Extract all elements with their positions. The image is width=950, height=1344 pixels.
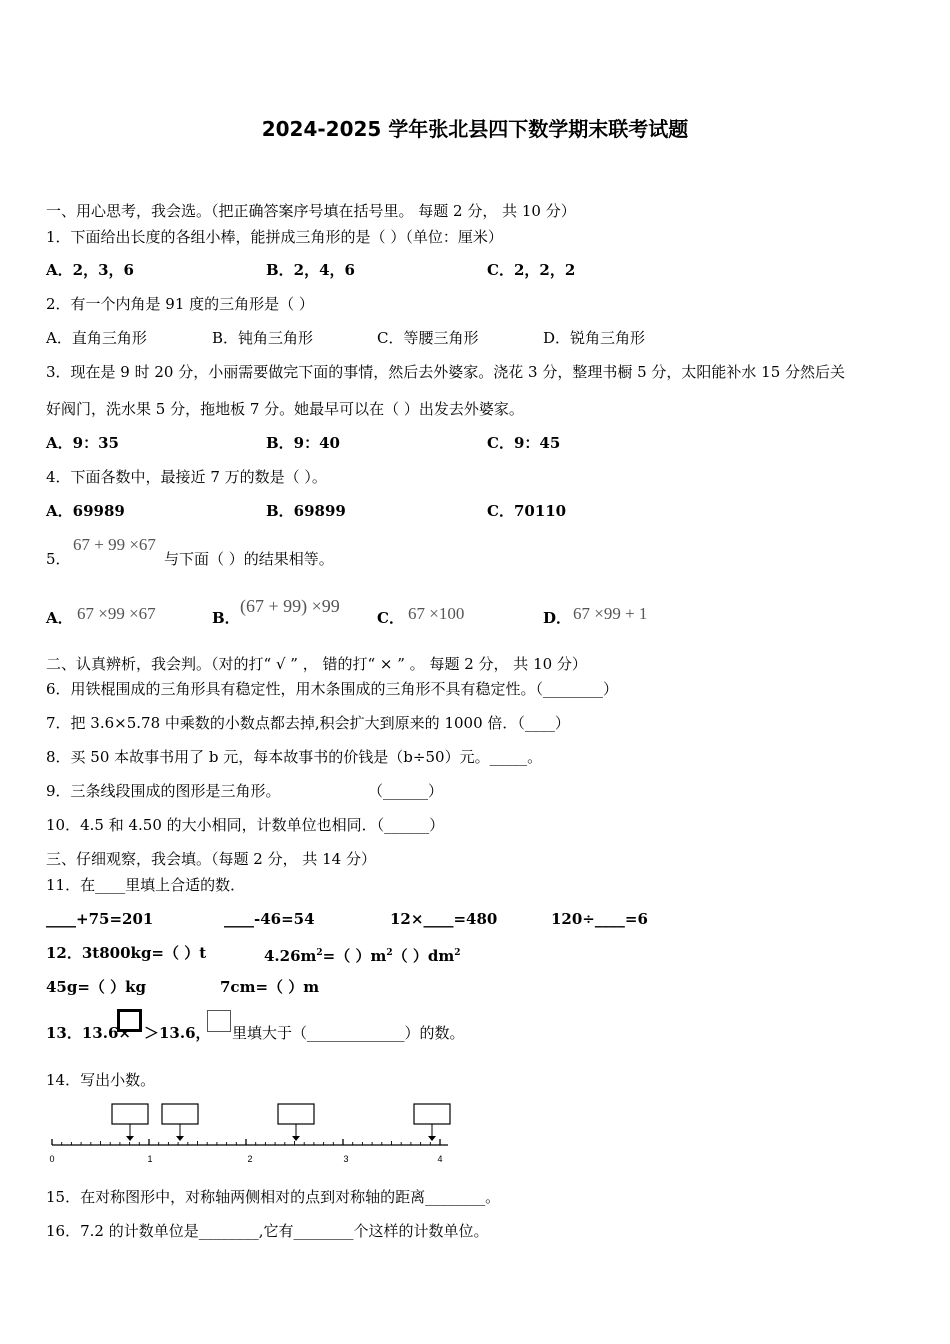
q11-part1: ____+75=201 [46, 910, 154, 928]
q2-stem: 2．有一个内角是 91 度的三角形是（ ） [46, 295, 314, 313]
q13-prefix: 13．13.6× [46, 1024, 131, 1042]
q2-option-c: C．等腰三角形 [377, 329, 479, 347]
q8: 8．买 50 本故事书用了 b 元，每本故事书的价钱是（b÷50）元。_____。 [46, 748, 543, 766]
q5-stem-tail: 与下面（ ）的结果相等。 [164, 550, 334, 568]
q13-suffix: 里填大于（_____________）的数。 [232, 1024, 465, 1042]
q5-option-d-label: D． [543, 609, 572, 627]
q11-stem: 11．在____里填上合适的数． [46, 876, 246, 894]
q5-option-b-label: B． [212, 609, 240, 627]
q6: 6．用铁棍围成的三角形具有稳定性，用木条围成的三角形不具有稳定性。（________） [46, 680, 619, 698]
q5-option-c-expr: 67 ×100 [408, 604, 465, 623]
q16: 16．7.2 的计数单位是________,它有________个这样的计数单位。 [46, 1222, 489, 1240]
q12-line1-b-mid: =（ ）m [322, 947, 387, 965]
q12-sup-1: 2 [316, 948, 323, 958]
q12-sup-3: 2 [454, 948, 461, 958]
q2-option-a: A．直角三角形 [46, 329, 147, 347]
q5-option-b-expr: (67 + 99) ×99 [240, 596, 340, 616]
q3-stem-line2: 好阀门，洗水果 5 分，拖地板 7 分。她最早可以在（ ）出发去外婆家。 [46, 400, 524, 418]
q3-option-c: C．9：45 [487, 434, 561, 452]
q5-option-c-label: C． [377, 609, 404, 627]
q14-ticks [52, 1139, 440, 1145]
q12-sup-2: 2 [386, 948, 393, 958]
q14-answer-box-4[interactable] [414, 1104, 450, 1141]
q11-part4: 120÷____=6 [551, 910, 648, 928]
q13-square-icon [117, 1009, 142, 1032]
section3-heading: 三、仔细观察，我会填。（每题 2 分， 共 14 分） [46, 850, 376, 868]
section2-heading: 二、认真辨析，我会判。（对的打“ √ ” ， 错的打“ × ” 。 每题 2 分， 共 10 分） [46, 655, 587, 673]
q14-label-2: 2 [247, 1154, 253, 1164]
q14-answer-box-1[interactable] [112, 1104, 148, 1141]
q11-part3: 12×____=480 [390, 910, 498, 928]
q5-option-a-label: A． [46, 609, 73, 627]
q5-option-a-expr: 67 ×99 ×67 [77, 604, 156, 623]
q4-option-a: A．69989 [46, 502, 125, 520]
q1-option-c: C．2，2，2 [487, 261, 576, 279]
q10: 10．4.5 和 4.50 的大小相同，计数单位也相同．（______） [46, 816, 445, 834]
q14-number-line [46, 1100, 456, 1170]
q12-line2-b: 7cm=（ ）m [220, 978, 320, 996]
q12-line2-a: 45g=（ ）kg [46, 978, 147, 996]
q1-stem: 1．下面给出长度的各组小棒，能拼成三角形的是（ ）（单位：厘米） [46, 228, 503, 246]
q13-square-icon-2 [207, 1010, 231, 1032]
q12-line1-a: 12．3t800kg=（ ）t [46, 944, 207, 962]
q14-label-4: 4 [437, 1154, 443, 1164]
q12-line1-b [264, 943, 460, 966]
q1-option-a: A．2，3，6 [46, 261, 134, 279]
q14-answer-box-2[interactable] [162, 1104, 198, 1141]
q5-number: 5． [46, 550, 71, 568]
q15: 15．在对称图形中，对称轴两侧相对的点到对称轴的距离________。 [46, 1188, 501, 1206]
page-title: 2024-2025 学年张北县四下数学期末联考试题 [261, 117, 689, 141]
q1-option-b: B．2，4，6 [266, 261, 355, 279]
q13-middle: ＞13.6， [144, 1024, 211, 1042]
q11-part2: ____-46=54 [224, 910, 315, 928]
q14-label-0: 0 [49, 1154, 55, 1164]
section1-heading: 一、用心思考，我会选。（把正确答案序号填在括号里。 每题 2 分， 共 10 分） [46, 202, 576, 220]
q4-option-c: C．70110 [487, 502, 567, 520]
q2-option-d: D．锐角三角形 [543, 329, 646, 347]
q4-option-b: B．69899 [266, 502, 346, 520]
q14-label-1: 1 [147, 1154, 153, 1164]
q7: 7．把 3.6×5.78 中乘数的小数点都去掉,积会扩大到原来的 1000 倍．（____） [46, 714, 570, 732]
q14-stem: 14．写出小数。 [46, 1071, 156, 1089]
q3-option-b: B．9：40 [266, 434, 340, 452]
q9-blank: （______） [368, 782, 444, 800]
q12-line1-b-mid2: （ ）dm [392, 947, 455, 965]
q2-option-b: B．钝角三角形 [212, 329, 314, 347]
q9: 9．三条线段围成的图形是三角形。 [46, 782, 281, 800]
q14-label-3: 3 [343, 1154, 349, 1164]
q12-line1-b-pre: 4.26m [264, 947, 317, 965]
q5-expression: 67 + 99 ×67 [73, 535, 156, 554]
q14-answer-box-3[interactable] [278, 1104, 314, 1141]
q5-option-d-expr: 67 ×99 + 1 [573, 604, 648, 623]
q3-option-a: A．9：35 [46, 434, 119, 452]
q3-stem-line1: 3．现在是 9 时 20 分，小丽需要做完下面的事情，然后去外婆家。浇花 3 分，整理书橱 5 分，太阳能补水 15 分然后关 [46, 363, 846, 381]
q4-stem: 4．下面各数中，最接近 7 万的数是（ ）。 [46, 468, 327, 486]
